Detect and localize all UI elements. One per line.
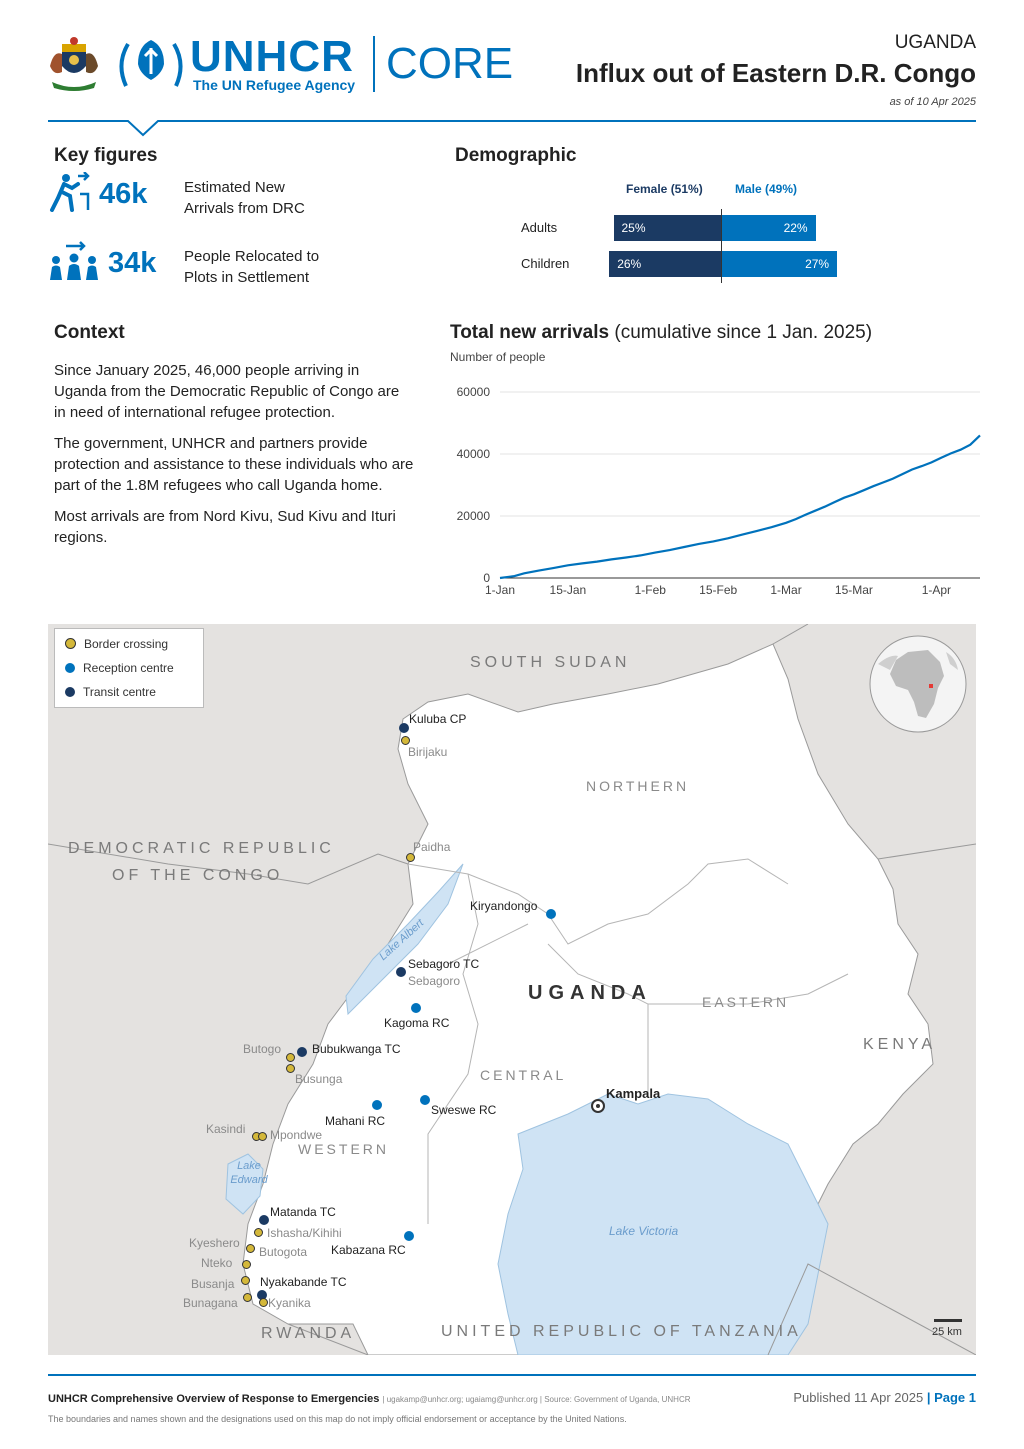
- bar-adults-female: [614, 215, 722, 241]
- chart-title: [450, 322, 872, 344]
- border-crossing-marker: [241, 1276, 250, 1285]
- x-tick-label: 1-Apr: [921, 583, 952, 597]
- transit-centre-marker: [396, 967, 406, 977]
- context-paragraph: Since January 2025, 46,000 people arriving in Uganda from the Democratic Republic of Congo are in need of international refugee protection.: [54, 362, 400, 421]
- site-label: Busunga: [295, 1072, 343, 1086]
- label-rwanda: RWANDA: [261, 1325, 356, 1342]
- key-figure-label: People Relocated to Plots in Settlement: [184, 248, 320, 286]
- key-figure-label: Estimated New Arrivals from DRC: [184, 179, 305, 217]
- key-figure-value: 34k: [108, 247, 157, 279]
- arrivals-line-chart: [440, 372, 985, 604]
- label-kenya: KENYA: [863, 1036, 937, 1053]
- site-label: Kyeshero: [189, 1236, 240, 1250]
- y-tick-label: 40000: [456, 447, 490, 461]
- label-northern: NORTHERN: [586, 778, 690, 794]
- y-tick-label: 60000: [456, 385, 490, 399]
- site-label: Mahani RC: [325, 1114, 386, 1128]
- transit-centre-icon: [65, 687, 75, 697]
- site-label: Butogo: [243, 1042, 282, 1056]
- series-line: [500, 435, 980, 578]
- site-label: Sebagoro TC: [408, 957, 480, 971]
- label-tanzania: UNITED REPUBLIC OF TANZANIA: [441, 1323, 802, 1340]
- transit-centre-marker: [297, 1047, 307, 1057]
- person-arriving-icon: [48, 172, 92, 212]
- page-number: Page 1: [934, 1390, 976, 1405]
- border-crossing-marker: [286, 1053, 295, 1062]
- site-label: Bubukwanga TC: [312, 1042, 401, 1056]
- site-label: Ishasha/Kihihi: [267, 1226, 342, 1240]
- bar-label: 22%: [783, 221, 808, 235]
- site-label: Kagoma RC: [384, 1016, 450, 1030]
- product-name: CORE: [386, 39, 514, 88]
- legend-transit-centre: Transit centre: [65, 685, 156, 699]
- label-drc-line1: DEMOCRATIC REPUBLIC: [68, 840, 335, 857]
- reception-centre-marker: [420, 1095, 430, 1105]
- footer-source: UNHCR Comprehensive Overview of Response to Emergencies | ugakamp@unhcr.org; ugaiamg@unhcr.org | Source: Government of Uganda, UNHCR: [48, 1393, 691, 1405]
- x-tick-label: 1-Feb: [634, 583, 666, 597]
- globe-locator-icon: [868, 634, 968, 734]
- bar-children-female: [609, 251, 721, 277]
- reception-centre-icon: [65, 663, 75, 673]
- legend-border-crossing: Border crossing: [65, 637, 168, 651]
- key-figures-title: Key figures: [54, 145, 158, 166]
- coat-of-arms-icon: [48, 36, 100, 92]
- row-label-adults: Adults: [521, 220, 558, 235]
- site-label: Paidha: [413, 840, 451, 854]
- capital-star-icon: [591, 1099, 605, 1113]
- male-header: Male (49%): [735, 182, 798, 196]
- border-crossing-marker: [243, 1293, 252, 1302]
- bar-label: 27%: [805, 257, 830, 271]
- map-legend: [54, 628, 204, 708]
- bar-axis-divider: [721, 209, 722, 283]
- label-south-sudan: SOUTH SUDAN: [470, 654, 631, 671]
- site-label: Kuluba CP: [409, 712, 467, 726]
- demographic-chart: [500, 205, 920, 285]
- context-paragraph: The government, UNHCR and partners provide protection and assistance to these individuals who are part of the 1.8M refugees who call Uganda home.: [54, 435, 414, 494]
- border-crossing-marker: [254, 1228, 263, 1237]
- site-label: Sebagoro: [408, 974, 461, 988]
- context-body: [54, 360, 414, 558]
- chart-title-rest: (cumulative since 1 Jan. 2025): [609, 322, 873, 343]
- x-tick-label: 15-Mar: [834, 583, 873, 597]
- border-crossing-marker: [401, 736, 410, 745]
- legend-reception-centre: Reception centre: [65, 661, 174, 675]
- reception-centre-marker: [372, 1100, 382, 1110]
- label-lake-edward: Lake Edward: [230, 1160, 268, 1186]
- map: [48, 624, 976, 1355]
- footer-rule: [48, 1374, 976, 1376]
- x-tick-label: 15-Feb: [699, 583, 738, 597]
- reception-centre-marker: [411, 1003, 421, 1013]
- map-canvas: [48, 624, 976, 1355]
- unhcr-logo-icon: [116, 34, 186, 92]
- demographic-title: Demographic: [455, 145, 577, 166]
- border-crossing-marker: [286, 1064, 295, 1073]
- chart-ylabel: Number of people: [450, 350, 546, 364]
- x-tick-label: 15-Jan: [549, 583, 587, 597]
- context-paragraph: Most arrivals are from Nord Kivu, Sud Kivu and Ituri regions.: [54, 508, 396, 546]
- bar-children-male: [721, 251, 837, 277]
- reception-centre-marker: [546, 909, 556, 919]
- site-label: Matanda TC: [270, 1205, 336, 1219]
- logo-wordmark: UNHCR: [190, 32, 354, 81]
- logo-divider: [373, 36, 375, 92]
- site-label: Sweswe RC: [431, 1103, 497, 1117]
- header-date: as of 10 Apr 2025: [889, 96, 976, 108]
- bar-label: 26%: [617, 257, 642, 271]
- border-crossing-marker: [246, 1244, 255, 1253]
- site-label: Birijaku: [408, 745, 448, 759]
- reception-centre-marker: [404, 1231, 414, 1241]
- context-title: Context: [54, 322, 125, 343]
- scale-label: 25 km: [932, 1326, 962, 1338]
- label-lake-victoria: Lake Victoria: [609, 1224, 679, 1238]
- label-western: WESTERN: [298, 1141, 389, 1157]
- scale-bar: [934, 1319, 962, 1322]
- label-central: CENTRAL: [480, 1067, 567, 1083]
- site-label: Mpondwe: [270, 1128, 323, 1142]
- y-tick-label: 0: [483, 571, 490, 585]
- transit-centre-marker: [399, 723, 409, 733]
- x-tick-label: 1-Mar: [770, 583, 802, 597]
- page-title: Influx out of Eastern D.R. Congo: [575, 58, 976, 88]
- border-crossing-marker: [242, 1260, 251, 1269]
- female-header: Female (51%): [626, 182, 703, 196]
- header-country: UGANDA: [894, 32, 976, 53]
- label-kampala: Kampala: [606, 1086, 661, 1101]
- site-label: Busanja: [191, 1277, 235, 1291]
- logo-subtitle: The UN Refugee Agency: [193, 77, 356, 93]
- site-label: Kyanika: [268, 1296, 311, 1310]
- site-label: Nyakabande TC: [260, 1275, 347, 1289]
- family-relocation-icon: [48, 240, 100, 282]
- site-label: Kiryandongo: [470, 899, 538, 913]
- transit-centre-marker: [259, 1215, 269, 1225]
- row-label-children: Children: [521, 256, 570, 271]
- site-label: Bunagana: [183, 1296, 238, 1310]
- site-label: Nteko: [201, 1256, 233, 1270]
- label-drc-line2: OF THE CONGO: [112, 867, 284, 884]
- border-crossing-marker: [259, 1298, 268, 1307]
- site-label: Butogota: [259, 1245, 308, 1259]
- footer-disclaimer: The boundaries and names shown and the designations used on this map do not imply official endorsement or acceptance by the United Nations.: [48, 1414, 627, 1424]
- border-crossing-marker: [258, 1132, 267, 1141]
- chart-title-bold: Total new arrivals: [450, 322, 610, 343]
- key-figure-value: 46k: [99, 178, 148, 210]
- site-label: Kabazana RC: [331, 1243, 406, 1257]
- footer-published: Published 11 Apr 2025 | Page 1: [793, 1390, 976, 1405]
- border-crossing-icon: [65, 638, 76, 649]
- label-uganda: UGANDA: [528, 982, 652, 1004]
- site-label: Kasindi: [206, 1122, 246, 1136]
- label-eastern: EASTERN: [702, 994, 790, 1010]
- bar-adults-male: [721, 215, 816, 241]
- label-lake-albert: Lake Albert: [377, 917, 427, 963]
- y-tick-label: 20000: [456, 509, 490, 523]
- bar-label: 25%: [621, 221, 646, 235]
- x-tick-label: 1-Jan: [484, 583, 516, 597]
